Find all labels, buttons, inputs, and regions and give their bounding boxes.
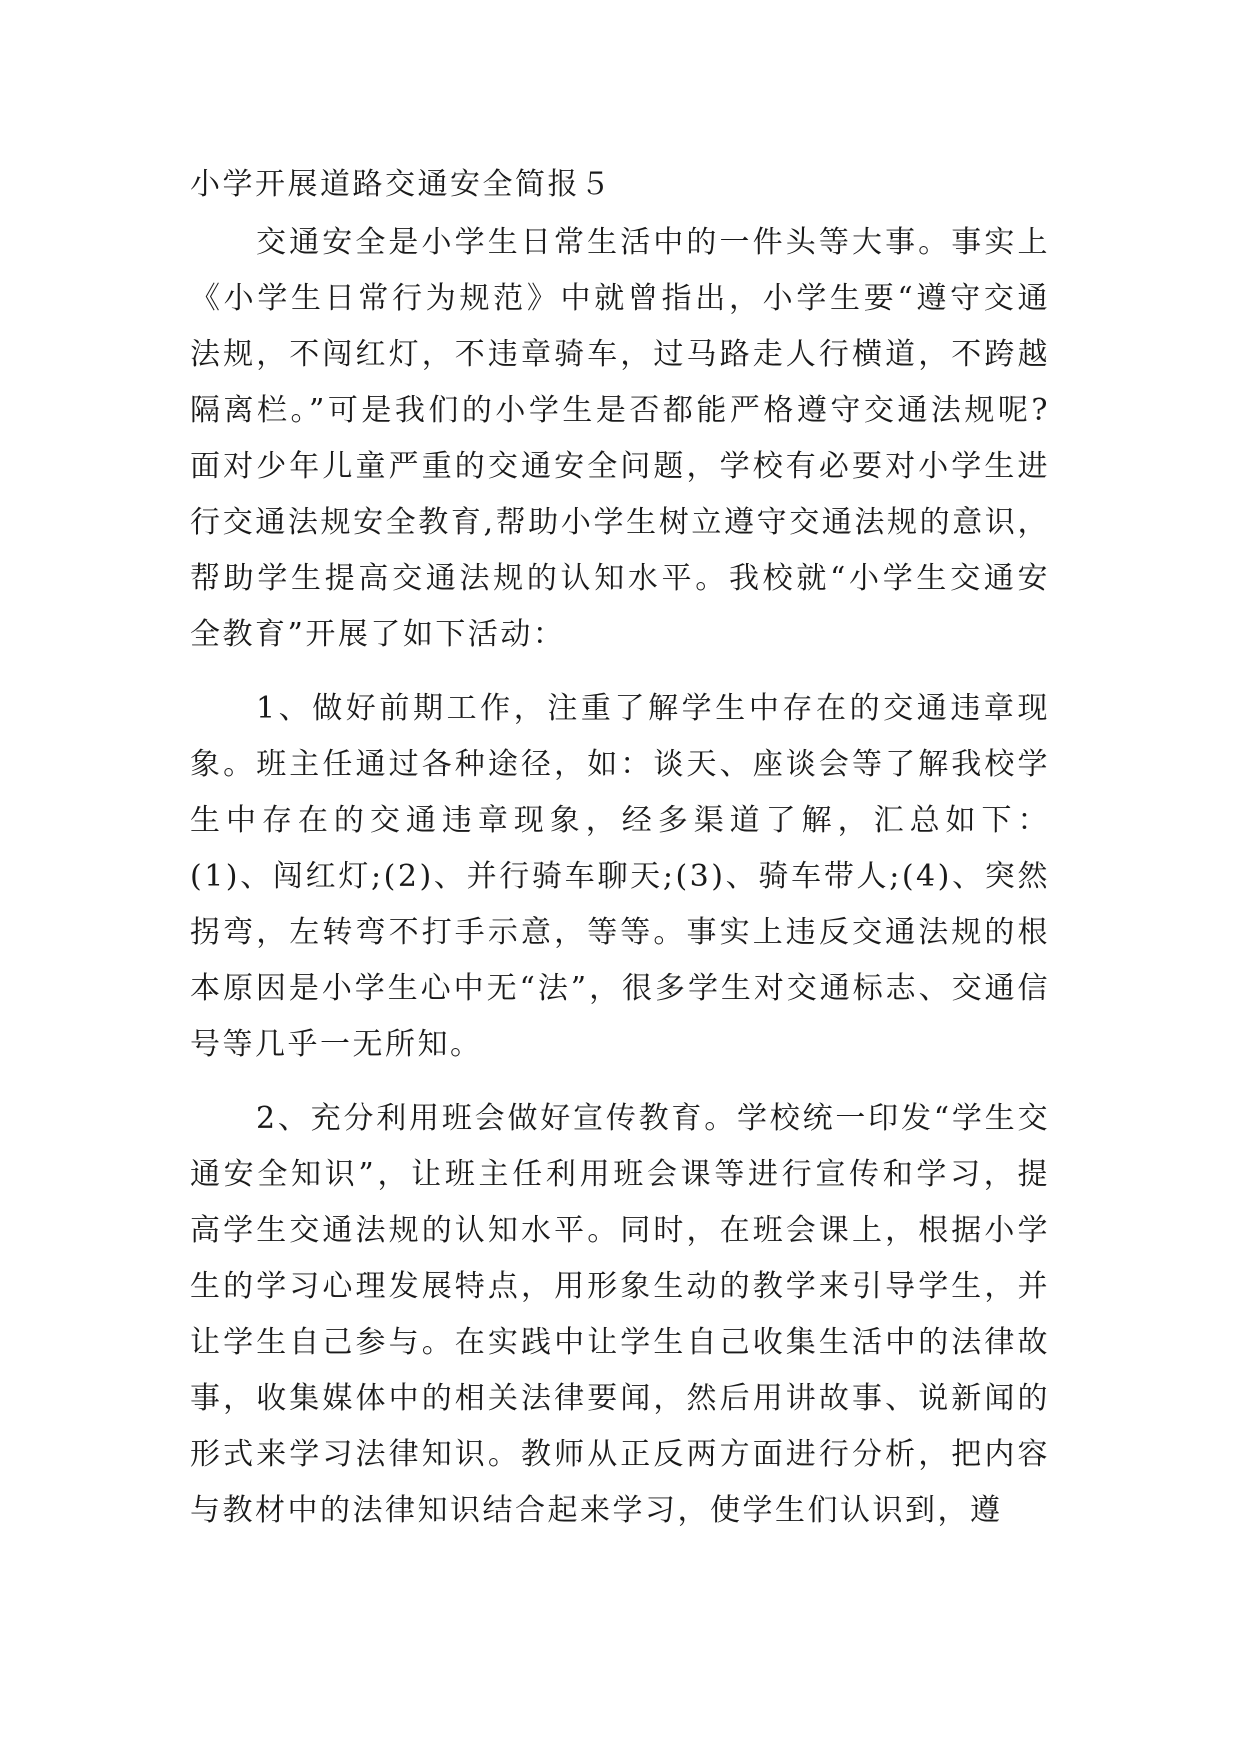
paragraph-item-1: 1、做好前期工作，注重了解学生中存在的交通违章现象。班主任通过各种途径，如：谈天、座谈会等了解我校学生中存在的交通违章现象，经多渠道了解，汇总如下：(1)、闯红灯;(2)、并行骑车聊天;(3)、骑车带人;(4)、突然拐弯，左转弯不打手示意，等等。事实上违反交通法规的根本原因是小学生心中无“法”，很多学生对交通标志、交通信号等几乎一无所知。 bbox=[190, 691, 1050, 1062]
document-page bbox=[190, 165, 1050, 1539]
paragraph-intro: 交通安全是小学生日常生活中的一件头等大事。事实上《小学生日常行为规范》中就曾指出，小学生要“遵守交通法规，不闯红灯，不违章骑车，过马路走人行横道，不跨越隔离栏。”可是我们的小学生是否都能严格遵守交通法规呢?面对少年儿童严重的交通安全问题，学校有必要对小学生进行交通法规安全教育,帮助小学生树立遵守交通法规的意识，帮助学生提高交通法规的认知水平。我校就“小学生交通安全教育”开展了如下活动： bbox=[190, 225, 1050, 652]
document-title: 小学开展道路交通安全简报５ bbox=[190, 167, 613, 202]
paragraph-item-2: 2、充分利用班会做好宣传教育。学校统一印发“学生交通安全知识”，让班主任利用班会课等进行宣传和学习，提高学生交通法规的认知水平。同时，在班会课上，根据小学生的学习心理发展特点，用形象生动的教学来引导学生，并让学生自己参与。在实践中让学生自己收集生活中的法律故事，收集媒体中的相关法律要闻，然后用讲故事、说新闻的形式来学习法律知识。教师从正反两方面进行分析，把内容与教材中的法律知识结合起来学习，使学生们认识到，遵 bbox=[190, 1101, 1050, 1528]
